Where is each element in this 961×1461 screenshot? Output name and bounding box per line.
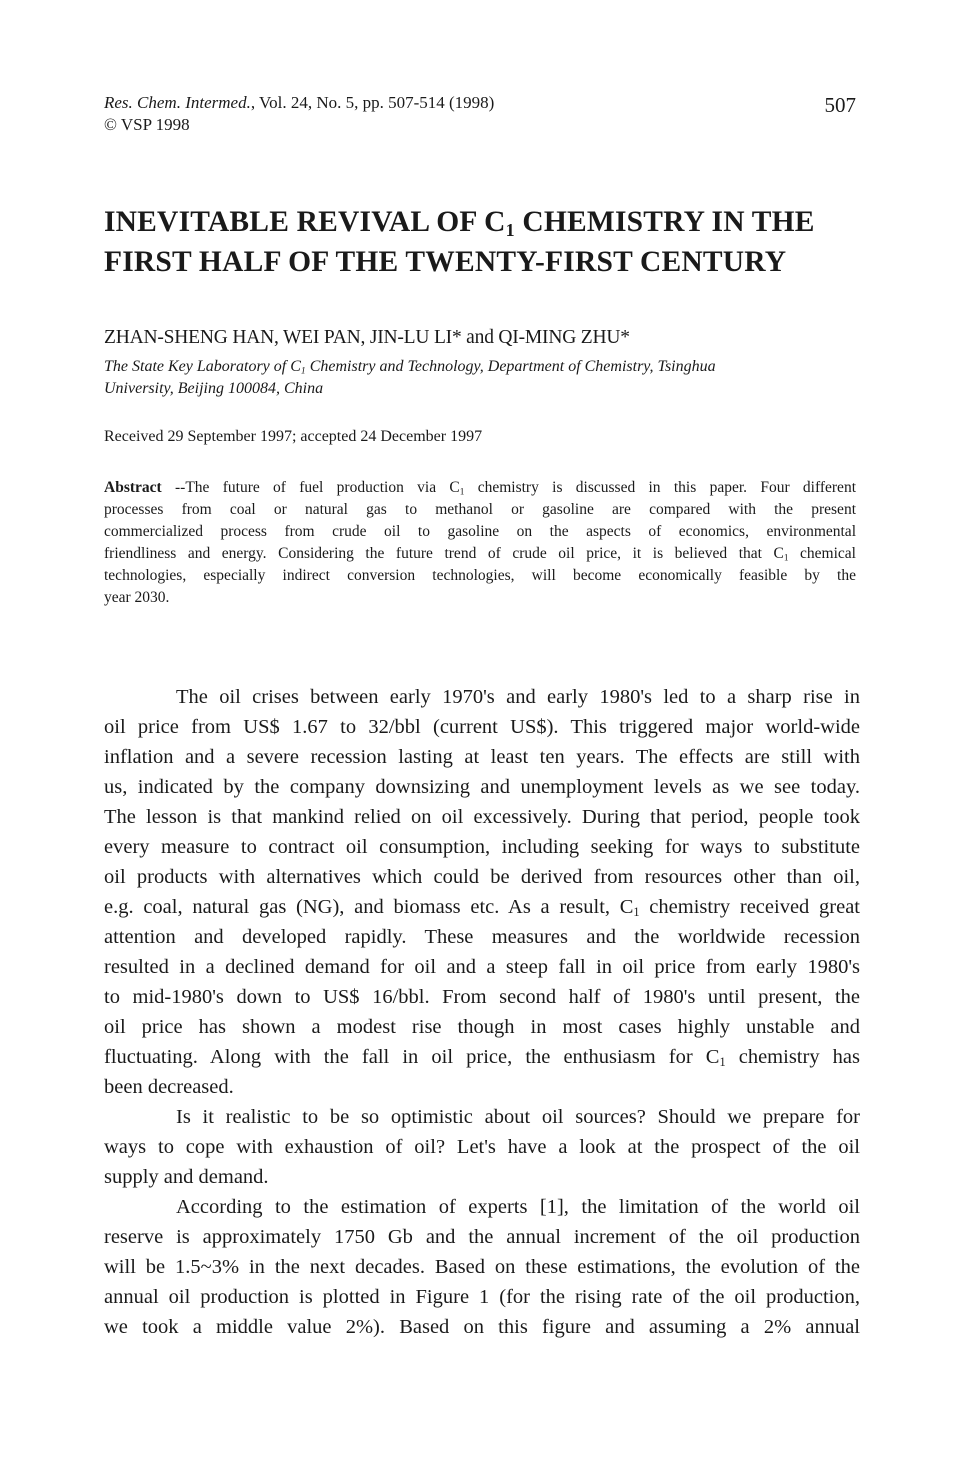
body-line: The lesson is that mankind relied on oil excessively. During that period, people took (104, 806, 860, 828)
affiliation-line-1a: The State Key Laboratory of C (104, 358, 301, 375)
abstract-text: friendliness and energy. Considering the future trend of crude oil price, it is believed that C (104, 545, 784, 562)
title-line-2: FIRST HALF OF THE TWENTY-FIRST CENTURY (104, 246, 787, 278)
body-line: to mid-1980's down to US$ 16/bbl. From second half of 1980's until present, the (104, 986, 860, 1008)
affiliation-line-1b: Chemistry and Technology, Department of Chemistry, Tsinghua (305, 358, 716, 375)
body-line: oil products with alternatives which could be derived from resources other than oil, (104, 866, 860, 888)
body-line: supply and demand. (104, 1166, 269, 1188)
affiliation-subscript: 1 (300, 365, 306, 377)
abstract-label: Abstract (104, 479, 162, 496)
abstract-line: year 2030. (104, 589, 170, 606)
title-line-1a: INEVITABLE REVIVAL OF C (104, 206, 506, 238)
abstract-line: processes from coal or natural gas to methanol or gasoline are compared with the present (104, 501, 856, 518)
author-list: ZHAN-SHENG HAN, WEI PAN, JIN-LU LI* and QI-MING ZHU* (104, 327, 630, 348)
body-text-run: chemistry has (725, 1046, 861, 1068)
abstract-line: commercialized process from crude oil to gasoline on the aspects of economics, environmental (104, 523, 856, 540)
title-line-1b: CHEMISTRY IN THE (514, 206, 815, 238)
abstract (104, 477, 856, 609)
body-line: ways to cope with exhaustion of oil? Let's have a look at the prospect of the oil (104, 1136, 860, 1158)
body-subscript: 1 (633, 905, 640, 920)
body-text (104, 682, 860, 1342)
body-line: According to the estimation of experts [1], the limitation of the world oil (176, 1196, 860, 1218)
running-header (104, 92, 856, 136)
body-line: been decreased. (104, 1076, 234, 1098)
body-text-run: chemistry received great (639, 896, 860, 918)
copyright-line: © VSP 1998 (104, 115, 190, 134)
body-line: us, indicated by the company downsizing and unemployment levels as we see today. (104, 776, 860, 798)
body-line (104, 892, 860, 922)
body-subscript: 1 (719, 1055, 726, 1070)
journal-name: Res. Chem. Intermed. (104, 93, 251, 112)
body-line: we took a middle value 2%). Based on this figure and assuming a 2% annual (104, 1316, 860, 1338)
abstract-line: technologies, especially indirect conversion technologies, will become economically feasible by the (104, 567, 856, 584)
paper-title (104, 202, 864, 282)
body-line: annual oil production is plotted in Figure 1 (for the rising rate of the oil production, (104, 1286, 860, 1308)
abstract-subscript: 1 (783, 553, 789, 564)
abstract-line (104, 543, 856, 565)
page-number: 507 (824, 93, 856, 117)
body-line: The oil crises between early 1970's and early 1980's led to a sharp rise in (176, 686, 860, 708)
body-text-run: fluctuating. Along with the fall in oil price, the enthusiasm for C (104, 1046, 720, 1068)
body-line: attention and developed rapidly. These measures and the worldwide recession (104, 926, 860, 948)
body-line: oil price from US$ 1.67 to 32/bbl (current US$). This triggered major world-wide (104, 716, 860, 738)
body-line: every measure to contract oil consumption, including seeking for ways to substitute (104, 836, 860, 858)
body-text-run: e.g. coal, natural gas (NG), and biomass etc. As a result, C (104, 896, 634, 918)
title-subscript: 1 (505, 220, 515, 240)
affiliation-line-2: University, Beijing 100084, China (104, 380, 324, 397)
abstract-text: chemistry is discussed in this paper. Four different (464, 479, 856, 496)
body-line: reserve is approximately 1750 Gb and the annual increment of the oil production (104, 1226, 860, 1248)
abstract-text: --The future of fuel production via C (161, 479, 460, 496)
body-line (104, 1042, 860, 1072)
abstract-line (104, 477, 856, 499)
body-line: will be 1.5~3% in the next decades. Based on these estimations, the evolution of the (104, 1256, 860, 1278)
body-line: oil price has shown a modest rise though in most cases highly unstable and (104, 1016, 860, 1038)
citation-details: , Vol. 24, No. 5, pp. 507-514 (1998) (250, 93, 495, 112)
abstract-subscript: 1 (459, 487, 465, 498)
body-line: inflation and a severe recession lasting at least ten years. The effects are still with (104, 746, 860, 768)
affiliation (104, 356, 856, 400)
abstract-text: chemical (788, 545, 856, 562)
received-dates: Received 29 September 1997; accepted 24 December 1997 (104, 428, 483, 445)
body-line: resulted in a declined demand for oil and a steep fall in oil price from early 1980's (104, 956, 860, 978)
body-line: Is it realistic to be so optimistic about oil sources? Should we prepare for (176, 1106, 860, 1128)
